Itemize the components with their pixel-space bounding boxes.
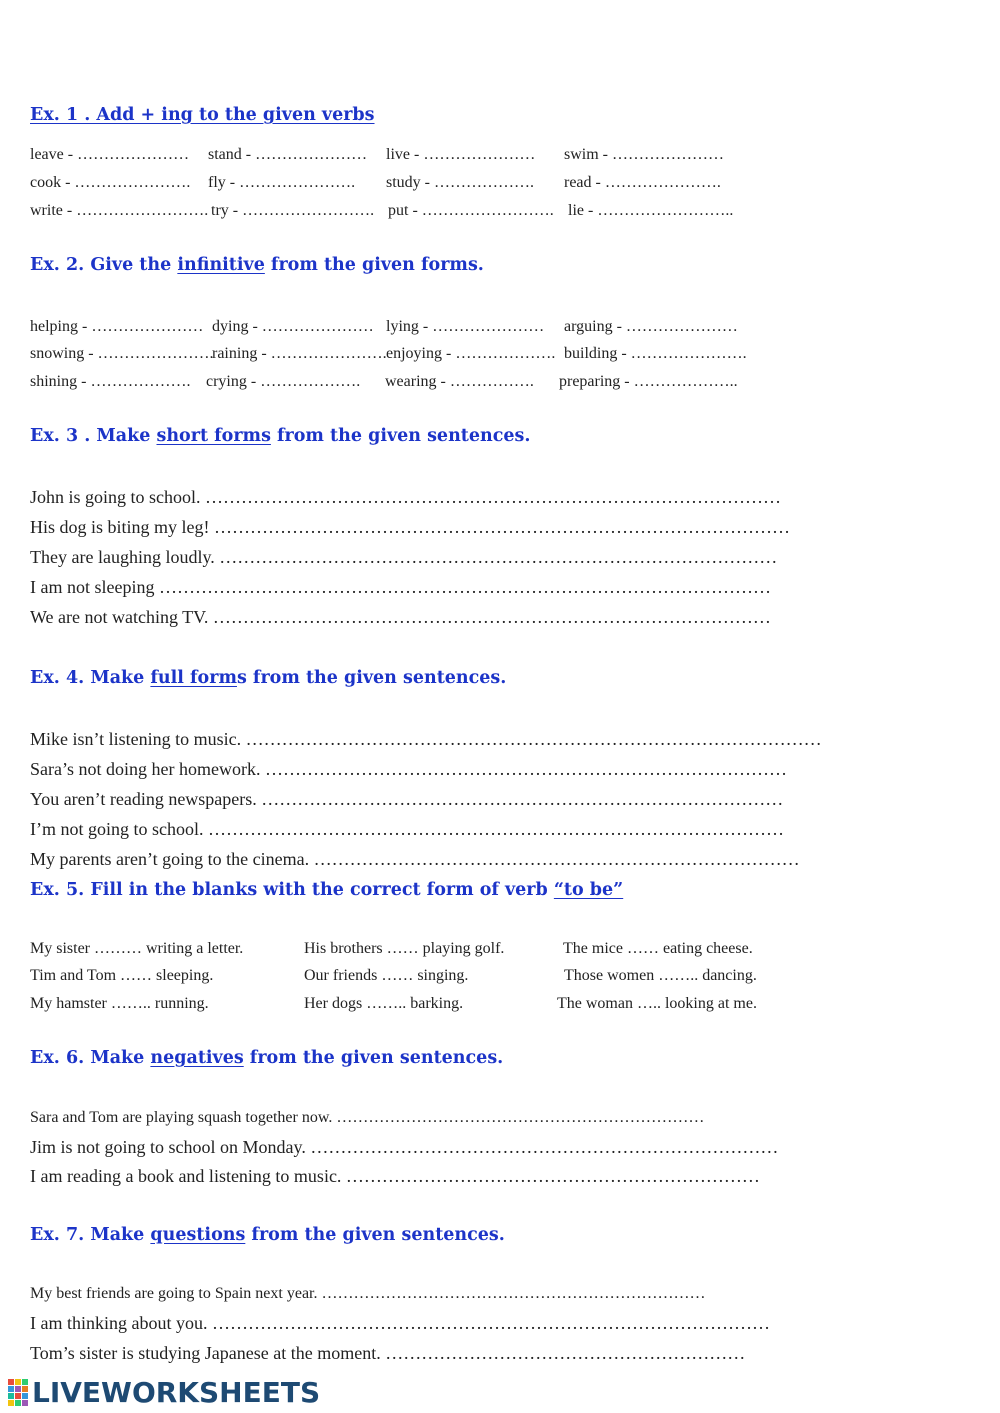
ex3-line-3[interactable]: They are laughing loudly. ………………………………………………………………………………… (30, 547, 778, 567)
ex1-r2-c1[interactable]: cook - …………………. (30, 174, 191, 191)
ex2-r2-c3[interactable]: enjoying - ………………. (386, 345, 556, 362)
logo-text: LIVEWORKSHEETS (32, 1376, 321, 1409)
ex1-title: Ex. 1 . Add + ing to the given verbs (30, 105, 375, 125)
ex2-r2-c1[interactable]: snowing - …………………. (30, 345, 214, 362)
ex4-title: Ex. 4. Make full forms from the given sentences. (30, 668, 507, 688)
ex4-line-2[interactable]: Sara’s not doing her homework. …………………………………………………………………………… (30, 759, 787, 779)
ex4-line-5[interactable]: My parents aren’t going to the cinema. ……………………………………………………………………… (30, 849, 800, 869)
ex7-line-3[interactable]: Tom’s sister is studying Japanese at the moment. …………………………………………………… (30, 1343, 746, 1363)
liveworksheets-logo (8, 1376, 320, 1409)
ex1-r3-c3[interactable]: put - ……………………. (388, 202, 554, 219)
ex6-line-1[interactable]: Sara and Tom are playing squash together now. …………………………………………………………… (30, 1109, 705, 1126)
ex1-r3-c4[interactable]: lie - …………………….. (568, 202, 734, 219)
ex5-r1-c3[interactable]: The mice …… eating cheese. (563, 940, 753, 957)
ex5-r2-c1[interactable]: Tim and Tom …… sleeping. (30, 967, 214, 984)
ex4-line-3[interactable]: You aren’t reading newspapers. …………………………………………………………………………… (30, 789, 784, 809)
ex2-r1-c3[interactable]: lying - ………………… (386, 318, 545, 335)
ex3-line-1[interactable]: John is going to school. …………………………………………………………………………………… (30, 487, 782, 507)
ex2-r3-c3[interactable]: wearing - ……………. (385, 373, 534, 390)
ex1-r1-c2[interactable]: stand - ………………… (208, 146, 368, 163)
ex2-r3-c2[interactable]: crying - ………………. (206, 373, 361, 390)
ex5-r1-c1[interactable]: My sister ……… writing a letter. (30, 940, 244, 957)
ex2-r3-c1[interactable]: shining - ………………. (30, 373, 191, 390)
ex3-title: Ex. 3 . Make short forms from the given sentences. (30, 426, 531, 446)
ex2-title: Ex. 2. Give the infinitive from the given forms. (30, 255, 484, 275)
ex7-title: Ex. 7. Make questions from the given sentences. (30, 1225, 505, 1245)
ex1-r3-c2[interactable]: try - ……………………. (211, 202, 375, 219)
ex2-r1-c1[interactable]: helping - ………………… (30, 318, 204, 335)
ex1-r1-c4[interactable]: swim - ………………… (564, 146, 724, 163)
ex5-r2-c3[interactable]: Those women …….. dancing. (564, 967, 757, 984)
ex5-r3-c3[interactable]: The woman ….. looking at me. (557, 995, 757, 1012)
ex6-title: Ex. 6. Make negatives from the given sentences. (30, 1048, 504, 1068)
ex2-r1-c2[interactable]: dying - ………………… (212, 318, 374, 335)
ex5-r2-c2[interactable]: Our friends …… singing. (304, 967, 469, 984)
ex7-line-1[interactable]: My best friends are going to Spain next year. ……………………………………………………………… (30, 1285, 706, 1302)
ex6-line-3[interactable]: I am reading a book and listening to music. …………………………………………………………… (30, 1166, 760, 1186)
ex3-line-2[interactable]: His dog is biting my leg! …………………………………………………………………………………… (30, 517, 790, 537)
ex5-title: Ex. 5. Fill in the blanks with the correct form of verb “to be” (30, 880, 624, 900)
ex4-line-4[interactable]: I’m not going to school. …………………………………………………………………………………… (30, 819, 784, 839)
ex1-r3-c1[interactable]: write - ……………………. (30, 202, 209, 219)
ex1-r2-c4[interactable]: read - …………………. (564, 174, 721, 191)
ex1-r1-c3[interactable]: live - ………………… (386, 146, 536, 163)
ex2-r1-c4[interactable]: arguing - ………………… (564, 318, 738, 335)
ex2-r2-c2[interactable]: raining - …………………. (212, 345, 387, 362)
ex3-line-5[interactable]: We are not watching TV. ………………………………………………………………………………… (30, 607, 771, 627)
ex4-line-1[interactable]: Mike isn’t listening to music. …………………………………………………………………………………… (30, 729, 822, 749)
ex7-line-2[interactable]: I am thinking about you. ………………………………………………………………………………… (30, 1313, 770, 1333)
ex5-r3-c1[interactable]: My hamster …….. running. (30, 995, 209, 1012)
ex1-r2-c2[interactable]: fly - …………………. (208, 174, 356, 191)
ex3-line-4[interactable]: I am not sleeping ………………………………………………………………………………………… (30, 577, 771, 597)
ex6-line-2[interactable]: Jim is not going to school on Monday. …………………………………………………………………… (30, 1137, 779, 1157)
ex1-r1-c1[interactable]: leave - ………………… (30, 146, 190, 163)
ex2-r2-c4[interactable]: building - …………………. (564, 345, 747, 362)
ex5-r3-c2[interactable]: Her dogs …….. barking. (304, 995, 464, 1012)
ex1-r2-c3[interactable]: study - ………………. (386, 174, 534, 191)
ex2-r3-c4[interactable]: preparing - ……………….. (559, 373, 738, 390)
grid-logo-icon (8, 1379, 30, 1407)
ex5-r1-c2[interactable]: His brothers …… playing golf. (304, 940, 505, 957)
